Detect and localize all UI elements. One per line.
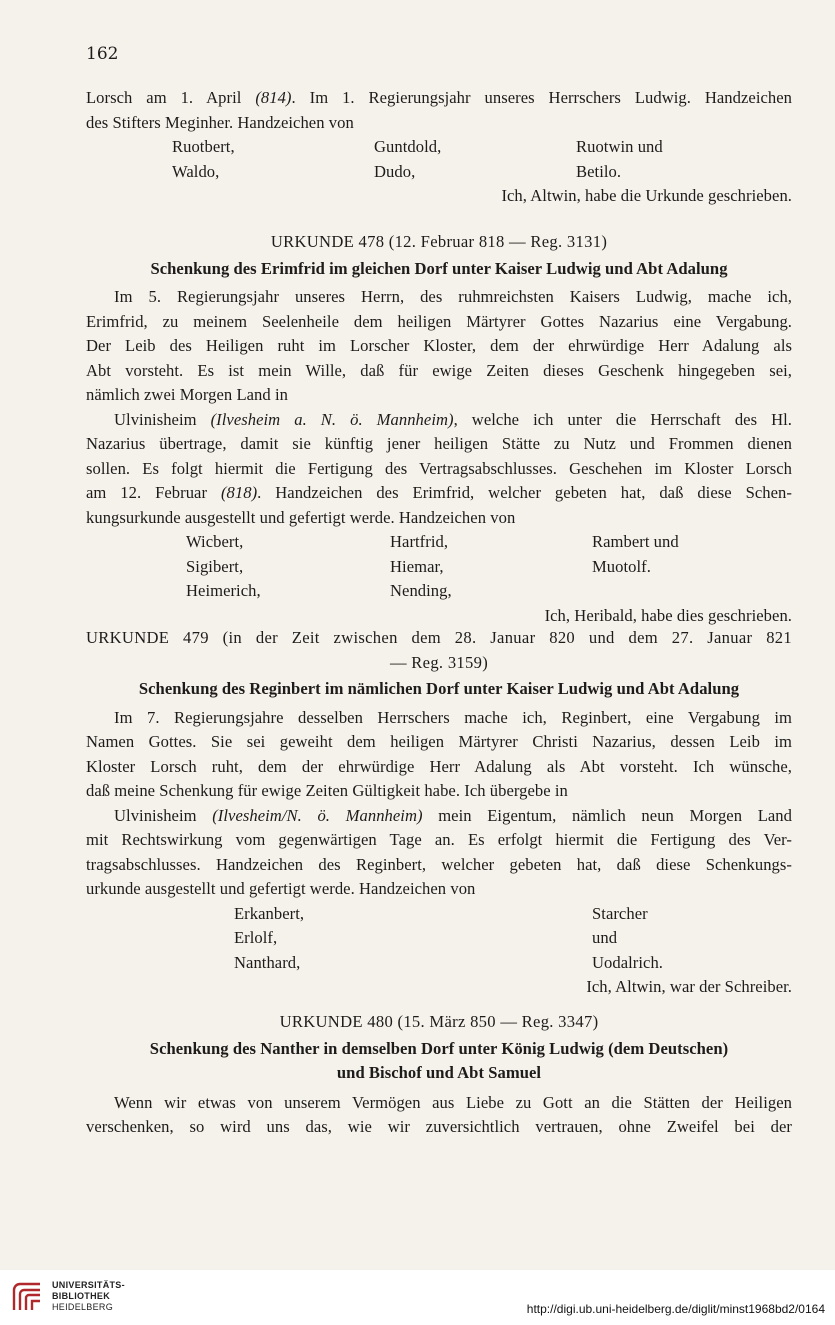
charter-header-cont: — Reg. 3159) xyxy=(389,652,489,672)
text-line: Nazarius übertrage, damit sie künftig jener heiligen Stätte zu Nutz und Frommen dienen xyxy=(86,434,792,453)
witness-row: Ruotbert, Guntdold, Ruotwin und xyxy=(172,137,663,156)
text-line: Wenn wir etwas von unserem Vermögen aus Liebe zu Gott an die Stätten der Heiligen xyxy=(114,1092,792,1112)
charter-title-cont: und Bischof und Abt Samuel xyxy=(336,1063,542,1082)
text-line: Der Leib des Heiligen ruht im Lorscher Kloster, dem der ehrwürdige Herr Adalung als xyxy=(86,336,792,355)
text-line: Abt vorsteht. Es ist mein Wille, daß für ewige Zeiten dieses Geschenk hingegeben sei, xyxy=(86,360,792,380)
text-line: verschenken, so wird uns das, wie wir zuversichtlich vertrauen, ohne Zweifel bei der xyxy=(86,1117,792,1136)
charter-title: Schenkung des Erimfrid im gleichen Dorf unter Kaiser Ludwig und Abt Adalung xyxy=(150,258,728,278)
witness-row: Nanthard, Uodalrich. xyxy=(234,952,663,972)
witness-row: Wicbert, Hartfrid, Rambert und xyxy=(186,532,679,551)
intro-section xyxy=(86,86,792,209)
witness-row: Erkanbert, Starcher xyxy=(234,903,648,923)
text-line: sollen. Es folgt hiermit die Fertigung des Vertragsabschlusses. Geschehen im Kloster Lorsch xyxy=(86,458,792,478)
text-line: tragsabschlusses. Handzeichen des Reginbert, welcher gebeten hat, daß diese Schenkungs- xyxy=(86,854,792,874)
text-line: mit Rechtswirkung vom gegenwärtigen Tage an. Es erfolgt hiermit die Fertigung des Ver- xyxy=(86,830,792,849)
charter-header: URKUNDE 480 (15. März 850 — Reg. 3347) xyxy=(279,1012,599,1031)
university-library-logo-icon xyxy=(10,1278,46,1314)
text-line: kungsurkunde ausgestellt und gefertigt werde. Handzeichen von xyxy=(86,507,516,527)
charter-header: URKUNDE 478 (12. Februar 818 — Reg. 3131) xyxy=(270,232,608,251)
witness-row: Waldo, Dudo, Betilo. xyxy=(172,161,622,181)
text-line: daß meine Schenkung für ewige Zeiten Gültigkeit habe. Ich übergebe in xyxy=(86,781,568,800)
text-line: Kloster Lorsch ruht, dem der ehrwürdige Herr Adalung als Abt vorsteht. Ich wünsche, xyxy=(86,756,792,776)
scribe-line: Ich, Heribald, habe dies geschrieben. xyxy=(544,605,792,625)
witness-row: Sigibert, Hiemar, Muotolf. xyxy=(186,556,651,576)
permalink-url[interactable]: http://digi.ub.uni-heidelberg.de/diglit/minst1968bd2/0164 xyxy=(526,1302,825,1316)
charter-title: Schenkung des Nanther in demselben Dorf unter König Ludwig (dem Deutschen) xyxy=(149,1038,729,1058)
text-line: Ulvinisheim (Ilvesheim/N. ö. Mannheim) mein Eigentum, nämlich neun Morgen Land xyxy=(114,805,792,825)
scribe-line: Ich, Altwin, war der Schreiber. xyxy=(586,977,792,996)
text-line: Namen Gottes. Sie sei geweiht dem heiligen Märtyrer Christi Nazarius, dessen Leib im xyxy=(86,732,792,751)
footer-bar xyxy=(0,1270,835,1325)
charter-478 xyxy=(86,230,792,628)
charter-title: Schenkung des Reginbert im nämlichen Dorf unter Kaiser Ludwig und Abt Adalung xyxy=(138,679,740,698)
text-line: nämlich zwei Morgen Land in xyxy=(86,385,288,404)
text-line: urkunde ausgestellt und gefertigt werde. Handzeichen von xyxy=(86,879,476,898)
charter-480 xyxy=(86,1010,792,1140)
text-line: Im 5. Regierungsjahr unseres Herrn, des ruhmreichsten Kaisers Ludwig, mache ich, xyxy=(114,287,792,306)
witness-row: Erlolf, und xyxy=(234,928,618,947)
witness-row: Heimerich, Nending, xyxy=(186,581,452,600)
text-line: Ulvinisheim (Ilvesheim a. N. ö. Mannheim), welche ich unter die Herrschaft des Hl. xyxy=(114,409,792,429)
scribe-line: Ich, Altwin, habe die Urkunde geschrieben. xyxy=(501,186,792,205)
library-name: UNIVERSITÄTS- BIBLIOTHEK HEIDELBERG xyxy=(52,1280,125,1312)
text-line: des Stifters Meginher. Handzeichen von xyxy=(86,112,354,132)
text-line: Lorsch am 1. April (814). Im 1. Regierungsjahr unseres Herrschers Ludwig. Handzeichen xyxy=(86,88,792,107)
text-line: Im 7. Regierungsjahre desselben Herrschers mache ich, Reginbert, eine Vergabung im xyxy=(114,707,792,727)
text-line: Erimfrid, zu meinem Seelenheile dem heiligen Märtyrer Gottes Nazarius eine Vergabung. xyxy=(86,311,792,331)
charter-header: URKUNDE 479 (in der Zeit zwischen dem 28. Januar 820 und dem 27. Januar 821 xyxy=(86,628,792,647)
charter-479 xyxy=(86,626,792,1000)
page-number: 162 xyxy=(86,44,119,64)
text-line: am 12. Februar (818). Handzeichen des Erimfrid, welcher gebeten hat, daß diese Schen- xyxy=(86,483,792,502)
